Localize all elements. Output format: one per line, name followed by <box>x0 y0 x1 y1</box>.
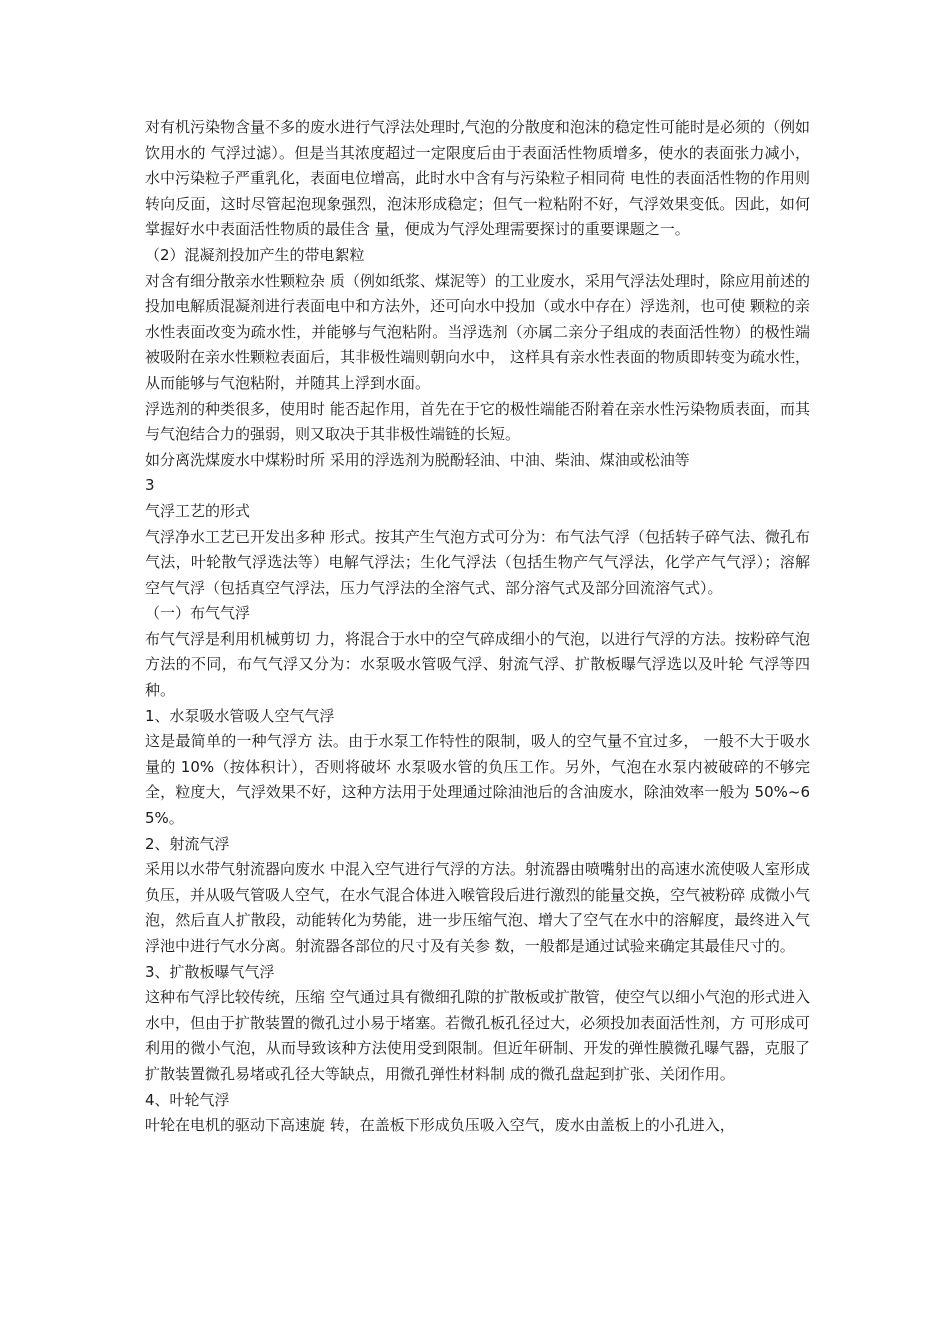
heading-jet-flotation: 2、射流气浮 <box>145 834 230 853</box>
paragraph-diffuser-aeration: 这种布气浮比较传统，压缩 空气通过具有微细孔隙的扩散板或扩散管，使空气以细小气泡的形式进入水中，但由于扩散装置的微孔过小易于堵塞。若微孔板孔径过大，必须投加表面活性剂，方 可形成可利用的微小气泡，从而导致该种方法使用受到限制。但近年研制、开发的弹性膜微孔曝气器，克服了扩散装置微孔易堵或孔径大等缺点，用微孔弹性材料制 成的微孔盘起到扩张、关闭作用。 <box>145 988 810 1083</box>
document-body <box>145 115 810 1139</box>
section-number: 3 <box>145 476 155 495</box>
heading-coagulant-flocs: （2）混凝剂投加产生的带电絮粒 <box>145 245 365 264</box>
heading-diffuser-aeration: 3、扩散板曝气气浮 <box>145 962 275 981</box>
paragraph-flotation-agent: 对含有细分散亲水性颗粒杂 质（例如纸浆、煤泥等）的工业废水，采用气浮法处理时，除应用前述的投加电解质混凝剂进行表面电中和方法外，还可向水中投加（或水中存在）浮选剂，也可使 颗粒的亲水性表面改变为疏水性，并能够与气泡粘附。当浮选剂（亦属二亲分子组成的表面活性物）的极性端被吸附在亲水性颗粒表面后，其非极性端则朝向水中， 这样具有亲水性表面的物质即转变为疏水性，从而能够与气泡粘附，并随其上浮到水面。 <box>145 271 810 392</box>
heading-flotation-forms: 气浮工艺的形式 <box>145 501 251 520</box>
paragraph-impeller-flotation: 叶轮在电机的驱动下高速旋 转，在盖板下形成负压吸入空气，废水由盖板上的小孔进入， <box>145 1116 735 1135</box>
paragraph-dispersed-air: 布气气浮是利用机械剪切 力，将混合于水中的空气碎成细小的气泡，以进行气浮的方法。按粉碎气泡方法的不同，布气气浮又分为：水泵吸水管吸气浮、射流气浮、扩散板曝气浮选以及叶轮 气浮等四种。 <box>145 629 810 700</box>
paragraph-surfactant-effect: 对有机污染物含量不多的废水进行气浮法处理时,气泡的分散度和泡沫的稳定性可能时是必须的（例如饮用水的 气浮过滤）。但是当其浓度超过一定限度后由于表面活性物质增多，使水的表面张力减小，水中污染粒子严重乳化，表面电位增高，此时水中含有与污染粒子相同荷 电性的表面活性物的作用则转向反面，这时尽管起泡现象强烈，泡沫形成稳定；但气一粒粘附不好，气浮效果变低。因此，如何掌握好水中表面活性物质的最佳含 量，便成为气浮处理需要探讨的重要课题之一。 <box>145 118 810 239</box>
heading-impeller-flotation: 4、叶轮气浮 <box>145 1090 230 1109</box>
paragraph-flotation-forms: 气浮净水工艺已开发出多种 形式。按其产生气泡方式可分为：布气法气浮（包括转子碎气法、微孔布气法，叶轮散气浮选法等）电解气浮法；生化气浮法（包括生物产气气浮法，化学产气气浮）；溶解空气气浮（包括真空气浮法，压力气浮法的全溶气式、部分溶气式及部分回流溶气式）。 <box>145 527 810 597</box>
paragraph-pump-suction: 这是最简单的一种气浮方 法。由于水泵工作特性的限制，吸人的空气量不宜过多， 一般不大于吸水量的 10%（按体积计），否则将破坏 水泵吸水管的负压工作。另外，气泡在水泵内被破碎的不够完全，粒度大，气浮效果不好，这种方法用于处理通过除油池后的含油废水，除油效率一般为 50%~65%。 <box>145 732 810 828</box>
heading-dispersed-air: （一）布气气浮 <box>145 604 251 623</box>
paragraph-flotation-agent-types: 浮选剂的种类很多，使用时 能否起作用，首先在于它的极性端能否附着在亲水性污染物质表面，而其与气泡结合力的强弱，则又取决于其非极性端链的长短。 <box>145 399 810 444</box>
paragraph-jet-flotation: 采用以水带气射流器向废水 中混入空气进行气浮的方法。射流器由喷嘴射出的高速水流使吸人室形成负压，并从吸气管吸人空气，在水气混合体进入喉管段后进行激烈的能量交换，空气被粉碎 成微小气泡，然后直人扩散段，动能转化为势能，进一步压缩气泡、增大了空气在水中的溶解度，最终进入气浮池中进行气水分离。射流器各部位的尺寸及有关参 数，一般都是通过试验来确定其最佳尺寸的。 <box>145 860 810 955</box>
paragraph-coal-washing: 如分离洗煤废水中煤粉时所 采用的浮选剂为脱酚轻油、中油、柴油、煤油或松油等 <box>145 450 690 469</box>
heading-pump-suction: 1、水泵吸水管吸人空气气浮 <box>145 706 335 725</box>
